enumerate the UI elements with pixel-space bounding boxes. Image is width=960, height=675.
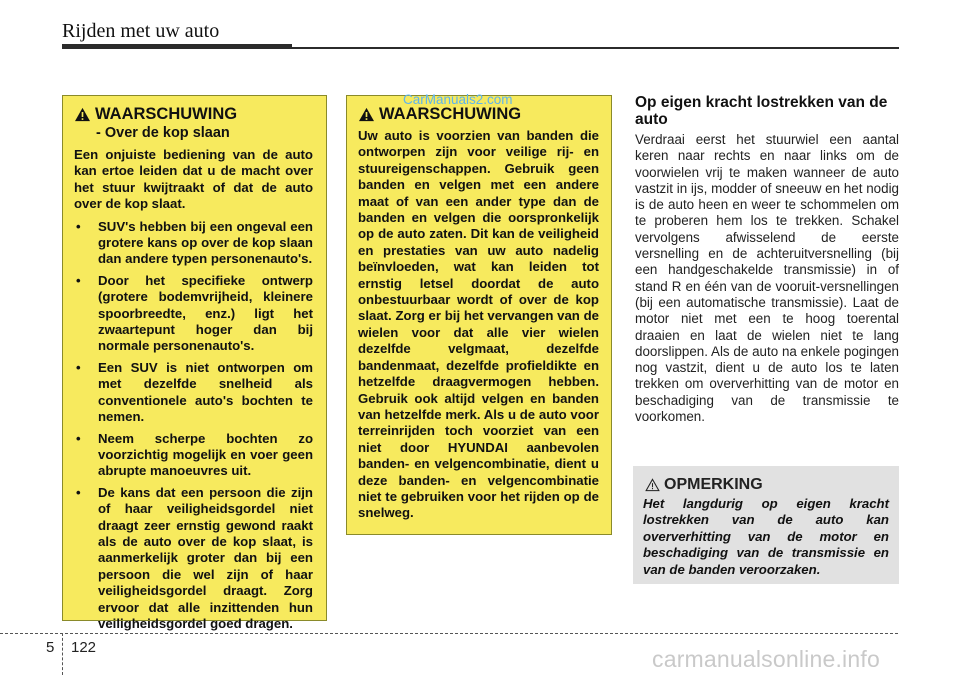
- list-item: • SUV's hebben bij een ongeval een grotere kans op over de kop slaan dan andere typen personenauto's.: [74, 219, 313, 268]
- section-title: Op eigen kracht lostrekken van de auto: [635, 94, 888, 128]
- note-heading-label: OPMERKING: [664, 476, 763, 493]
- header-rule: [292, 47, 899, 49]
- footer-divider: [62, 633, 63, 675]
- note-text: Het langdurig op eigen kracht lostrekken van de auto kan oververhitting van de motor en beschadiging van de transmissie en van de banden veroorzaken.: [643, 496, 889, 577]
- warning-subheading: - Over de kop slaan: [96, 125, 230, 141]
- list-item: • De kans dat een persoon die zijn of haar veiligheidsgordel niet draagt zeer ernstig gewond raakt als de auto over de kop slaat, is aanmerkelijk groter dan bij een persoon die wel zijn of haar veiligheidsgordel draagt. Zorg ervoor dat alle inzittenden hun veiligheidsgordel goed dragen.: [74, 485, 313, 633]
- warning-outline-triangle-icon: [645, 478, 660, 492]
- note-box: [633, 466, 899, 584]
- list-item: • Door het specifieke ontwerp (grotere bodemvrijheid, kleinere spoorbreedte, enz.) ligt het zwaartepunt hoger dan bij normale personenauto's.: [74, 273, 313, 355]
- warning-triangle-icon: [358, 107, 375, 122]
- chapter-number: 5: [46, 639, 55, 656]
- warning-heading-label: WAARSCHUWING: [379, 105, 522, 123]
- section-body: Verdraai eerst het stuurwiel een aantal keren naar rechts en naar links om de voorwielen vrij te maken wanneer de auto vastzit in ijs, modder of sneeuw en het nodig is de auto heen en weer te schommelen om te proberen hem los te trekken. Schakel vervolgens afwisselend de eerste versnelling en de achteruitversnelling (bij een handgeschakelde transmissie) in of stand R en één van de vooruit-versnellingen (bij een automatische transmissie). Laat de motor niet met een te hoog toerental draaien en laat de wielen niet te lang doorslippen. Als de auto na enkele pogingen nog vastzit, dient u de auto los te laten trekken om oververhitting van de motor en beschadiging van de transmissie te voorkomen.: [635, 132, 899, 425]
- page-header-title: Rijden met uw auto: [62, 20, 220, 42]
- warning-heading: [74, 104, 313, 124]
- list-item: • Neem scherpe bochten zo voorzichtig mogelijk en voer geen abrupte manoeuvres uit.: [74, 431, 313, 480]
- watermark-link[interactable]: CarManuals2.com: [403, 92, 513, 107]
- list-item: • Een SUV is niet ontworpen om met dezelfde snelheid als conventionele auto's bochten te nemen.: [74, 360, 313, 426]
- warning-box-wheels: [346, 95, 612, 535]
- note-heading: [643, 476, 889, 494]
- warning-list: [74, 219, 313, 633]
- page-number: 122: [71, 639, 97, 656]
- warning-text: Uw auto is voorzien van banden die ontworpen zijn voor veilige rij- en stuureigenschappen. Gebruik geen banden en velgen met een andere maat of van een ander type dan de banden en velgen die oorspronkelijk op de auto zaten. Dit kan de veiligheid en prestaties van uw auto nadelig beïnvloeden, wat kan leiden tot ernstig letsel doordat de auto onbestuurbaar wordt of over de kop slaat. Zorg er bij het vervangen van de wielen voor dat alle vier wielen dezelfde velgmaat, dezelfde bandenmaat, dezelfde profieldikte en hetzelfde draagvermogen hebben. Gebruik ook altijd velgen en banden van hetzelfde merk. Als u de auto voor terreinrijden toch voorziet van een niet door HYUNDAI aanbevolen banden- en velgencombinatie, dient u deze banden- en velgencombinatie niet te gebruiken voor het rijden op de snelweg.: [358, 128, 599, 521]
- warning-box-rollover: [62, 95, 327, 631]
- warning-triangle-icon: [74, 107, 91, 122]
- footer-rule: [0, 633, 898, 634]
- warning-intro: Een onjuiste bediening van de auto kan ertoe leiden dat u de macht over het stuur kwijtraakt of dat de auto over de kop slaat.: [74, 147, 313, 212]
- warning-heading-label: WAARSCHUWING: [95, 105, 238, 123]
- footer-watermark[interactable]: carmanualsonline.info: [652, 646, 880, 672]
- header-rule-thick: [62, 44, 292, 49]
- warning-heading: [358, 104, 599, 124]
